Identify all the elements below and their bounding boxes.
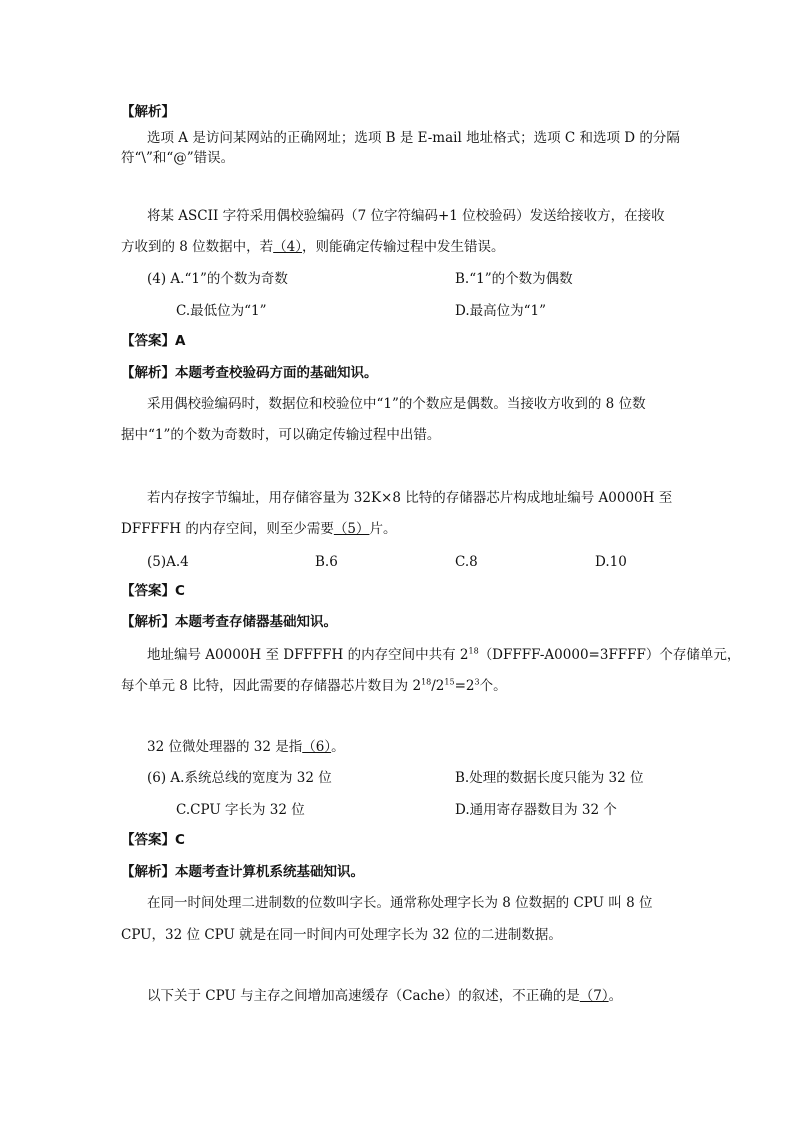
q6-jiexi-title: 【解析】本题考查计算机系统基础知识。 [121,864,364,880]
q6-blank: （6） [302,739,332,755]
q5-stem-text-b: 片。 [369,521,397,537]
q3-jiexi-label: 【解析】 [121,104,175,120]
q6-explanation-line-1: 在同一时间处理二进制数的位数叫字长。通常称处理字长为 8 位数据的 CPU 叫 8 位 [147,895,653,911]
q5-explanation-line-1 [147,646,740,664]
q6-option-d: D.通用寄存器数目为 32 个 [455,802,617,818]
q7-stem [147,987,622,1005]
q5-explanation-line-2 [121,677,507,695]
q6-option-a-text: A.系统总线的宽度为 32 位 [170,770,332,786]
q4-option-b: B.“1”的个数为偶数 [455,271,573,287]
q4-option-a [147,270,288,288]
q4-option-c: C.最低位为“1” [176,303,267,319]
q6-stem-text-b: 。 [331,739,345,755]
q4-stem-text-a: 方收到的 8 位数据中，若 [121,239,274,255]
q6-answer: 【答案】C [121,832,185,848]
q7-blank: （7） [579,988,609,1004]
q5-option-a: (5)A.4 [147,554,189,570]
q4-stem-line-2 [121,238,505,256]
q5-expl2-exponent-3: 3 [474,677,480,687]
q4-option-a-text: A.“1”的个数为奇数 [170,271,288,287]
q5-expl2-text-b: /2 [431,678,445,694]
q7-stem-text-a: 以下关于 CPU 与主存之间增加高速缓存（Cache）的叙述，不正确的是 [147,988,580,1004]
q5-option-d: D.10 [595,554,627,570]
q5-expl2-text-a: 每个单元 8 比特，因此需要的存储器芯片数目为 2 [121,678,422,694]
q4-explanation-line-2: 据中“1”的个数为奇数时，可以确定传输过程中出错。 [121,427,441,443]
q3-explanation-line-1: 选项 A 是访问某网站的正确网址；选项 B 是 E-mail 地址格式；选项 C 和选项 D 的分隔 [147,130,680,146]
q4-explanation-line-1: 采用偶校验编码时，数据位和校验位中“1”的个数应是偶数。当接收方收到的 8 位数 [147,396,646,412]
q5-expl-text-b: （DFFFF-A0000=3FFFF）个存储单元， [478,647,741,663]
q5-answer: 【答案】C [121,583,185,599]
q6-option-c: C.CPU 字长为 32 位 [176,802,305,818]
q5-stem-line-2 [121,520,396,538]
q5-expl2-exponent-18: 18 [421,677,432,687]
q5-expl-exponent-18: 18 [468,646,479,656]
q6-option-b: B.处理的数据长度只能为 32 位 [455,770,644,786]
q5-blank: （5） [333,521,370,537]
q6-stem [147,738,345,756]
q6-option-prefix: (6) [147,770,171,786]
q7-stem-text-b: 。 [608,988,623,1004]
q6-stem-text-a: 32 位微处理器的 32 是指 [147,739,303,755]
q3-explanation-line-2: 符“\”和“@”错误。 [121,150,235,166]
q4-option-prefix: (4) [147,271,171,287]
q5-option-b: B.6 [315,554,338,570]
q4-option-d: D.最高位为“1” [455,303,547,319]
q5-expl2-exponent-15: 15 [444,677,455,687]
q5-expl2-text-c: =2 [454,678,475,694]
q4-stem-line-1: 将某 ASCII 字符采用偶校验编码（7 位字符编码+1 位校验码）发送给接收方，在接收 [147,208,665,224]
q4-answer: 【答案】A [121,333,186,349]
q5-jiexi-title: 【解析】本题考查存储器基础知识。 [121,614,337,630]
q5-expl2-text-d: 个。 [479,678,507,694]
q5-expl-text-a: 地址编号 A0000H 至 DFFFFH 的内存空间中共有 2 [147,647,469,663]
q5-stem-text-a: DFFFFH 的内存空间，则至少需要 [121,521,334,537]
q6-explanation-line-2: CPU，32 位 CPU 就是在同一时间内可处理字长为 32 位的二进制数据。 [121,927,562,943]
q5-option-c: C.8 [455,554,478,570]
q6-option-a [147,769,332,787]
q4-stem-text-b: ，则能确定传输过程中发生错误。 [302,239,505,255]
q4-jiexi-title: 【解析】本题考查校验码方面的基础知识。 [121,365,378,381]
q4-blank: （4） [273,239,303,255]
q5-stem-line-1: 若内存按字节编址，用存储容量为 32K×8 比特的存储器芯片构成地址编号 A0000H 至 [147,490,673,506]
